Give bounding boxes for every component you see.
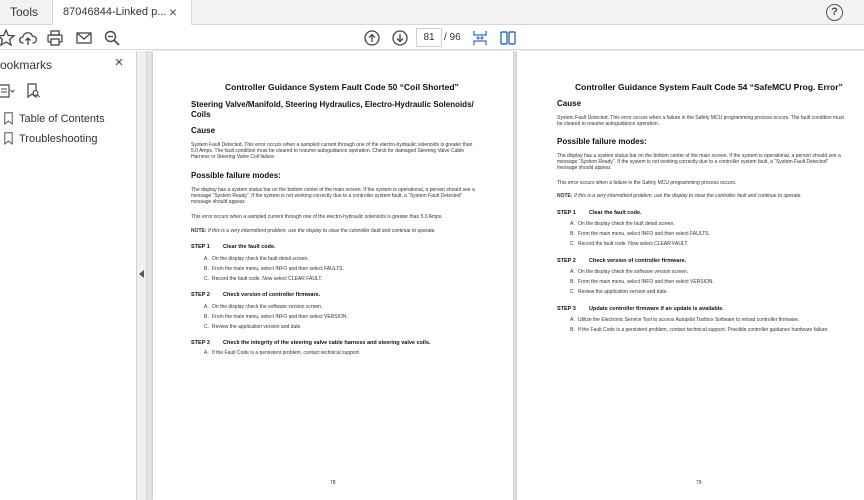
page-title: Controller Guidance System Fault Code 50 “Coil Shorted” <box>225 82 459 92</box>
list-letter: B. <box>570 279 575 285</box>
list-letter: B. <box>570 231 575 237</box>
options-menu-icon[interactable] <box>0 82 15 100</box>
note <box>557 193 847 199</box>
note-label: NOTE: <box>191 228 207 234</box>
failure-text: This error occurs when a sampled current through one of the electro-hydraulic solenoids is greater than 5.0 Amps. <box>191 214 443 220</box>
step-heading <box>557 306 724 312</box>
page-up-icon[interactable] <box>362 28 382 48</box>
sidebar-item-label: Troubleshooting <box>19 133 98 145</box>
tab-tools[interactable]: Tools <box>10 5 39 19</box>
step-title: Clear the fault code. <box>589 210 642 216</box>
step-title: Check the integrity of the steering valve cable harness and steering valve coils. <box>223 340 431 346</box>
list-text: From the main menu, select INFO and then select VERSION. <box>578 279 714 285</box>
list-text: If the Fault Code is a persistent problem, contact technical support. Possible controller guidance hardware failure. <box>578 327 829 333</box>
list-letter: A. <box>570 317 575 323</box>
mail-icon[interactable] <box>74 28 94 48</box>
failure-modes-heading: Possible failure modes: <box>557 137 647 146</box>
step-number: STEP 2 <box>191 292 210 298</box>
step-title: Clear the fault code. <box>223 244 276 250</box>
list-letter: A. <box>570 221 575 227</box>
help-icon[interactable]: ? <box>826 4 843 21</box>
list-text: On the display check the software version screen. <box>578 269 689 275</box>
list-text: On the display check the software version screen. <box>212 304 323 310</box>
list-text: Record the fault code. Now select CLEAR FAULT. <box>212 276 323 282</box>
step-heading <box>191 340 431 346</box>
failure-text: The display has a system status bar on the bottom center of the main screen. If the system is operational, a person should see a message “System Ready”. If the system is not working correctly due to a controller system fault, a “System Fault Detected” message should appear. <box>191 187 475 205</box>
tab-close-icon[interactable]: × <box>168 4 178 20</box>
note-text: If this is a very intermittent problem, use the display to clear the controller fault and continue to operate. <box>573 193 802 199</box>
sidebar-item-troubleshooting[interactable] <box>2 130 132 148</box>
list-text: From the main menu, select INFO and then select FAULTS. <box>212 266 344 272</box>
list-letter: B. <box>204 266 209 272</box>
pdf-page-79 <box>517 51 864 500</box>
print-icon[interactable] <box>45 28 65 48</box>
close-icon[interactable]: × <box>114 54 124 71</box>
failure-text: This error occurs when a failure in the Safety MCU programming process occurs. <box>557 180 737 186</box>
list-text: On the display check the fault detail screen. <box>212 256 309 262</box>
list-letter: C. <box>570 241 575 247</box>
bookmarks-panel <box>0 51 137 500</box>
page-number-input[interactable]: 81 <box>416 28 442 47</box>
cause-text: System Fault Detected. This error occurs when a sampled current through one of the electro-hydraulic solenoids is greater than 5.0 Amps. The fault condition must be cleared to resume autoguidance operation. Check for damaged Steering Valve Cable Harness or Steering Valve Coil failure. <box>191 142 473 160</box>
step-heading <box>557 258 686 264</box>
find-bookmark-icon[interactable] <box>25 82 41 100</box>
page-number: 79 <box>696 480 702 486</box>
list-letter: A. <box>204 350 209 356</box>
sidebar-item-label: Table of Contents <box>19 113 105 125</box>
failure-modes-heading: Possible failure modes: <box>191 171 281 180</box>
failure-text: The display has a system status bar on the bottom center of the main screen. If the system is operational, a person should see a message “System Ready”. If the system is not working correctly due to a controller system fault, a “System Fault Detected” message should appear. <box>557 153 841 171</box>
collapse-arrow-icon[interactable] <box>139 270 144 278</box>
page-down-icon[interactable] <box>390 28 410 48</box>
step-title: Check version of controller firmware. <box>589 258 687 264</box>
step-title: Update controller firmware if an update is available. <box>589 306 724 312</box>
section-subtitle: Steering Valve/Manifold, Steering Hydraulics, Electro-Hydraulic Solenoids/ Coils <box>191 100 474 119</box>
list-letter: C. <box>204 276 209 282</box>
tab-document[interactable]: 87046844-Linked p... <box>52 0 192 25</box>
list-letter: A. <box>204 304 209 310</box>
bookmark-icon <box>4 112 13 125</box>
cause-heading: Cause <box>191 126 216 135</box>
list-letter: A. <box>570 269 575 275</box>
toolbar <box>0 25 864 50</box>
step-heading <box>191 292 320 298</box>
step-heading <box>191 244 276 250</box>
step-heading <box>557 210 642 216</box>
list-text: On the display check the fault detail screen. <box>578 221 675 227</box>
list-letter: A. <box>204 256 209 262</box>
star-icon[interactable] <box>0 28 16 48</box>
tab-bar <box>0 0 864 25</box>
sidebar-item-table-of-contents[interactable] <box>2 110 132 128</box>
list-letter: B. <box>570 327 575 333</box>
two-page-view-icon[interactable] <box>498 28 518 48</box>
step-number: STEP 3 <box>557 306 576 312</box>
bookmark-icon <box>4 132 13 145</box>
page-title: Controller Guidance System Fault Code 54 “SafeMCU Prog. Error” <box>575 82 843 92</box>
list-text: Review the application version and date. <box>578 289 668 295</box>
step-title: Check version of controller firmware. <box>223 292 321 298</box>
page-number: 78 <box>330 480 336 486</box>
pdf-page-78 <box>153 51 513 500</box>
list-letter: C. <box>570 289 575 295</box>
note-text: If this is a very intermittent problem, use the display to clear the controller fault and continue to operate. <box>207 228 436 234</box>
list-text: Record the fault code. Now select CLEAR FAULT. <box>578 241 689 247</box>
note-label: NOTE: <box>557 193 573 199</box>
fit-page-icon[interactable] <box>470 28 490 48</box>
page-total: / 96 <box>444 32 461 43</box>
list-letter: B. <box>204 314 209 320</box>
upload-cloud-icon[interactable] <box>18 28 38 48</box>
list-text: Review the application version and date. <box>212 324 302 330</box>
step-number: STEP 1 <box>557 210 576 216</box>
zoom-out-icon[interactable] <box>102 28 122 48</box>
cause-heading: Cause <box>557 99 582 108</box>
cause-text: System Fault Detected. This error occurs when a failure in the Safety MCU programming process occurs. The fault condition must be cleared to resume autoguidance operation. <box>557 115 844 127</box>
step-number: STEP 1 <box>191 244 210 250</box>
list-letter: C. <box>204 324 209 330</box>
note <box>191 228 479 234</box>
step-number: STEP 3 <box>191 340 210 346</box>
list-text: From the main menu, select INFO and then select FAULTS. <box>578 231 710 237</box>
list-text: From the main menu, select INFO and then select VERSION. <box>212 314 348 320</box>
step-number: STEP 2 <box>557 258 576 264</box>
list-text: If the Fault Code is a persistent problem, contact technical support. <box>212 350 361 356</box>
list-text: Utilize the Electronic Service Tool to access Autopilot Toolbox Software to reload controller firmware. <box>578 317 800 323</box>
panel-title: ookmarks <box>0 58 53 72</box>
